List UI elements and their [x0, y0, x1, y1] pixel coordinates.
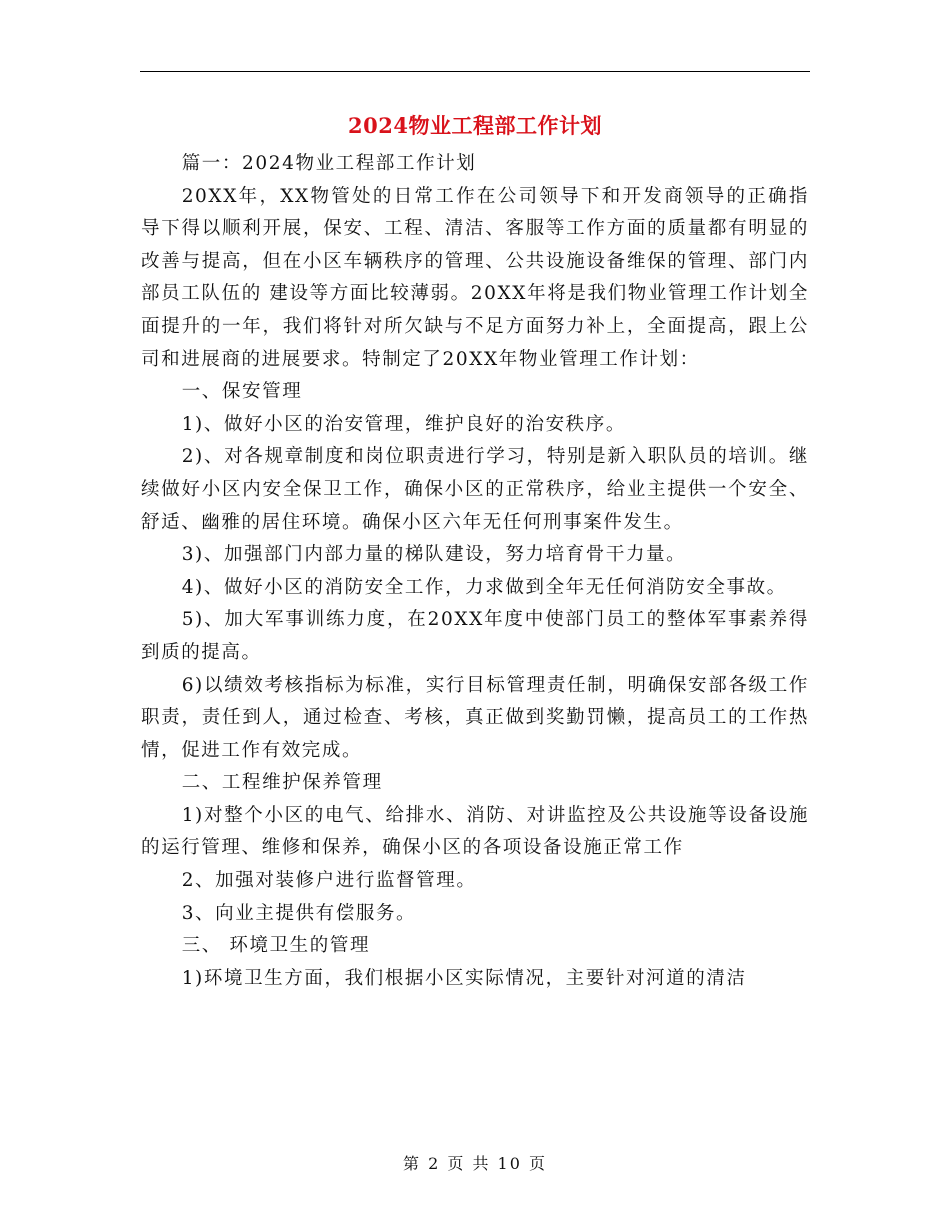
page-number: 第 2 页 共 10 页 — [403, 1154, 547, 1173]
list-item: 2、加强对装修户进行监督管理。 — [181, 870, 477, 892]
section-heading: 二、工程维护保养管理 — [181, 772, 383, 794]
list-item: 1)、做好小区的治安管理，维护良好的治安秩序。 — [181, 413, 626, 435]
body-paragraph: 20XX年，XX物管处的日常工作在公司领导下和开发商领导的正确指导下得以顺利开展，保安、工程、清洁、客服等工作方面的质量都有明显的改善与提高，但在小区车辆秩序的管理、公共设施设备维保的管理、部门内部员工队伍的 建设等方面比较薄弱。20XX年将是我们物业管理工作计划全面提升的一年，我们将针对所欠缺与不足方面努力补上，全面提高，跟上公司和进展商的进展要求。特制定了20XX年物业管理工作计划： — [141, 185, 809, 370]
list-item: 1)对整个小区的电气、给排水、消防、对讲监控及公共设施等设备设施的运行管理、维修和保养，确保小区的各项设备设施正常工作 — [141, 804, 809, 859]
document-body — [141, 148, 809, 995]
list-item: 1)环境卫生方面，我们根据小区实际情况，主要针对河道的清洁 — [181, 967, 747, 989]
list-item: 6)以绩效考核指标为标准，实行目标管理责任制，明确保安部各级工作职责，责任到人，通过检查、考核，真正做到奖勤罚懒，提高员工的工作热情，促进工作有效完成。 — [141, 674, 809, 761]
list-item: 4)、做好小区的消防安全工作，力求做到全年无任何消防安全事故。 — [181, 576, 787, 598]
list-item: 2)、对各规章制度和岗位职责进行学习，特别是新入职队员的培训。继续做好小区内安全保卫工作，确保小区的正常秩序，给业主提供一个安全、舒适、幽雅的居住环境。确保小区六年无任何刑事案件发生。 — [141, 446, 809, 533]
list-item: 3、向业主提供有偿服务。 — [181, 902, 417, 924]
list-item: 5)、加大军事训练力度，在20XX年度中使部门员工的整体军事素养得到质的提高。 — [141, 609, 809, 663]
list-item: 3)、加强部门内部力量的梯队建设，努力培育骨干力量。 — [181, 544, 687, 566]
section-heading: 篇一：2024物业工程部工作计划 — [181, 153, 477, 174]
header-rule — [140, 71, 810, 72]
section-heading: 三、 环境卫生的管理 — [181, 935, 371, 957]
section-heading: 一、保安管理 — [181, 381, 303, 403]
document-title: 2024物业工程部工作计划 — [348, 113, 602, 138]
